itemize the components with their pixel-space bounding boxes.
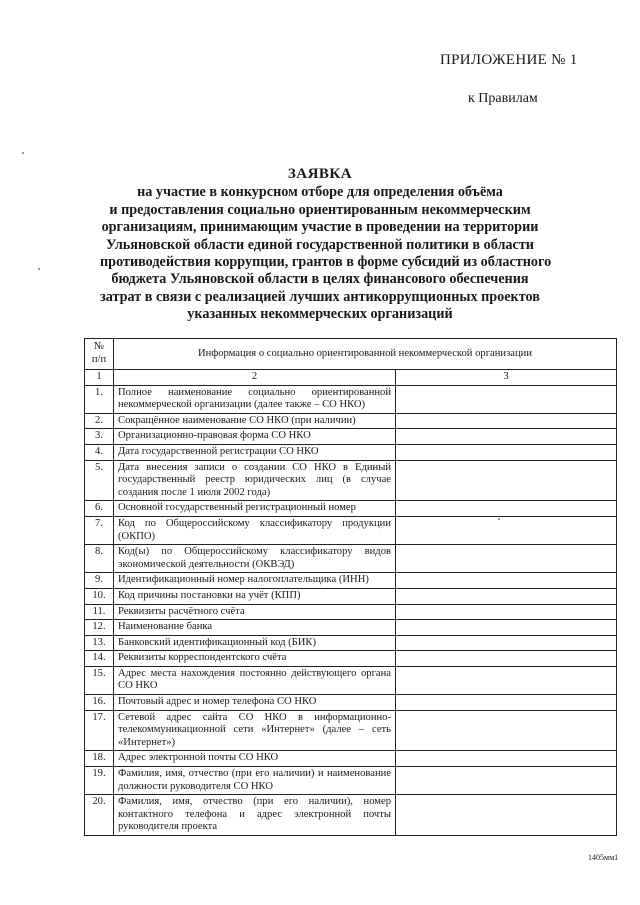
row-label: Идентификационный номер налогоплательщика (ИНН) [114, 573, 396, 589]
table-row [85, 413, 617, 429]
table-row [85, 429, 617, 445]
heading-main: ЗАЯВКА [287, 166, 353, 182]
row-value-cell[interactable] [396, 460, 617, 501]
row-number: 11. [85, 604, 114, 620]
appendix-subtitle: к Правилам [468, 91, 538, 106]
row-label: Фамилия, имя, отчество (при его наличии) и наименование должности руководителя СО НКО [114, 767, 396, 795]
document-code: 1405мм1 [588, 853, 619, 862]
scan-speck [22, 152, 24, 154]
row-label: Банковский идентификационный код (БИК) [114, 635, 396, 651]
table-row [85, 795, 617, 836]
row-value-cell[interactable] [396, 545, 617, 573]
row-label: Наименование банка [114, 620, 396, 636]
row-value-cell[interactable] [396, 695, 617, 711]
row-value-cell[interactable] [396, 516, 617, 544]
row-number: 16. [85, 695, 114, 711]
heading-line: Ульяновской области единой государственной политики в области [106, 236, 534, 253]
row-number: 20. [85, 795, 114, 836]
header-info: Информация о социально ориентированной некоммерческой организации [114, 339, 617, 370]
row-number: 13. [85, 635, 114, 651]
document-heading [100, 166, 552, 324]
row-label: Основной государственный регистрационный номер [114, 501, 396, 517]
row-value-cell[interactable] [396, 710, 617, 751]
row-number: 12. [85, 620, 114, 636]
row-label: Реквизиты корреспондентского счёта [114, 651, 396, 667]
scan-speck [38, 268, 40, 270]
row-number: 4. [85, 444, 114, 460]
row-number: 1. [85, 385, 114, 413]
row-value-cell[interactable] [396, 635, 617, 651]
row-value-cell[interactable] [396, 501, 617, 517]
row-number: 14. [85, 651, 114, 667]
row-label: Код(ы) по Общероссийскому классификатору видов экономической деятельности (ОКВЭД) [114, 545, 396, 573]
column-number: 3 [396, 370, 617, 386]
table-row [85, 751, 617, 767]
table-row [85, 620, 617, 636]
table-row [85, 604, 617, 620]
row-value-cell[interactable] [396, 444, 617, 460]
row-value-cell[interactable] [396, 385, 617, 413]
row-number: 15. [85, 666, 114, 694]
heading-line: и предоставления социально ориентированным некоммерческим [109, 201, 531, 218]
header-num: № п/п [85, 339, 114, 370]
row-number: 9. [85, 573, 114, 589]
row-number: 8. [85, 545, 114, 573]
row-number: 5. [85, 460, 114, 501]
row-value-cell[interactable] [396, 666, 617, 694]
row-number: 6. [85, 501, 114, 517]
row-value-cell[interactable] [396, 413, 617, 429]
row-number: 2. [85, 413, 114, 429]
row-number: 17. [85, 710, 114, 751]
heading-line: организациям, принимающим участие в проведении на территории [101, 219, 539, 236]
table-row [85, 501, 617, 517]
row-number: 7. [85, 516, 114, 544]
table-row [85, 385, 617, 413]
table-row [85, 635, 617, 651]
row-label: Адрес места нахождения постоянно действующего органа СО НКО [114, 666, 396, 694]
table-row [85, 695, 617, 711]
row-value-cell[interactable] [396, 429, 617, 445]
table-row [85, 651, 617, 667]
heading-line: противодействия коррупции, грантов в форме субсидий из областного [100, 254, 552, 271]
column-number-row [85, 370, 617, 386]
heading-line: затрат в связи с реализацией лучших антикоррупционных проектов [100, 288, 540, 305]
table-row [85, 545, 617, 573]
row-value-cell[interactable] [396, 604, 617, 620]
row-label: Дата внесения записи о создании СО НКО в Единый государственный реестр юридических лиц (в случае создания после 1 июля 2002 года) [114, 460, 396, 501]
row-value-cell[interactable] [396, 767, 617, 795]
row-number: 18. [85, 751, 114, 767]
appendix-title: ПРИЛОЖЕНИЕ № 1 [440, 52, 578, 68]
row-value-cell[interactable] [396, 795, 617, 836]
row-label: Сокращённое наименование СО НКО (при наличии) [114, 413, 396, 429]
row-value-cell[interactable] [396, 651, 617, 667]
table-row [85, 573, 617, 589]
row-label: Реквизиты расчётного счёта [114, 604, 396, 620]
table-row [85, 460, 617, 501]
column-number: 2 [114, 370, 396, 386]
table-row [85, 710, 617, 751]
row-value-cell[interactable] [396, 573, 617, 589]
table-row [85, 666, 617, 694]
heading-line: указанных некоммерческих организаций [187, 306, 453, 323]
row-label: Код по Общероссийскому классификатору продукции (ОКПО) [114, 516, 396, 544]
row-label: Организационно-правовая форма СО НКО [114, 429, 396, 445]
row-number: 3. [85, 429, 114, 445]
table-body [85, 385, 617, 835]
row-label: Код причины постановки на учёт (КПП) [114, 588, 396, 604]
row-number: 19. [85, 767, 114, 795]
row-label: Почтовый адрес и номер телефона СО НКО [114, 695, 396, 711]
row-label: Адрес электронной почты СО НКО [114, 751, 396, 767]
table-row [85, 767, 617, 795]
row-label: Сетевой адрес сайта СО НКО в информационно-телекоммуникационной сети «Интернет» (далее – сеть «Интернет») [114, 710, 396, 751]
row-value-cell[interactable] [396, 751, 617, 767]
heading-line: бюджета Ульяновской области в целях финансового обеспечения [111, 271, 529, 288]
table-row [85, 588, 617, 604]
table-header-row [85, 339, 617, 370]
heading-line: на участие в конкурсном отборе для определения объёма [137, 184, 503, 201]
row-value-cell[interactable] [396, 620, 617, 636]
table-row [85, 444, 617, 460]
row-number: 10. [85, 588, 114, 604]
row-label: Полное наименование социально ориентированной некоммерческой организации (далее также – СО НКО) [114, 385, 396, 413]
scan-speck [498, 518, 500, 520]
row-value-cell[interactable] [396, 588, 617, 604]
table-row [85, 516, 617, 544]
row-label: Дата государственной регистрации СО НКО [114, 444, 396, 460]
row-label: Фамилия, имя, отчество (при его наличии), номер контактного телефона и адрес электронной почты руководителя проекта [114, 795, 396, 836]
application-table [84, 338, 617, 836]
column-number: 1 [85, 370, 114, 386]
